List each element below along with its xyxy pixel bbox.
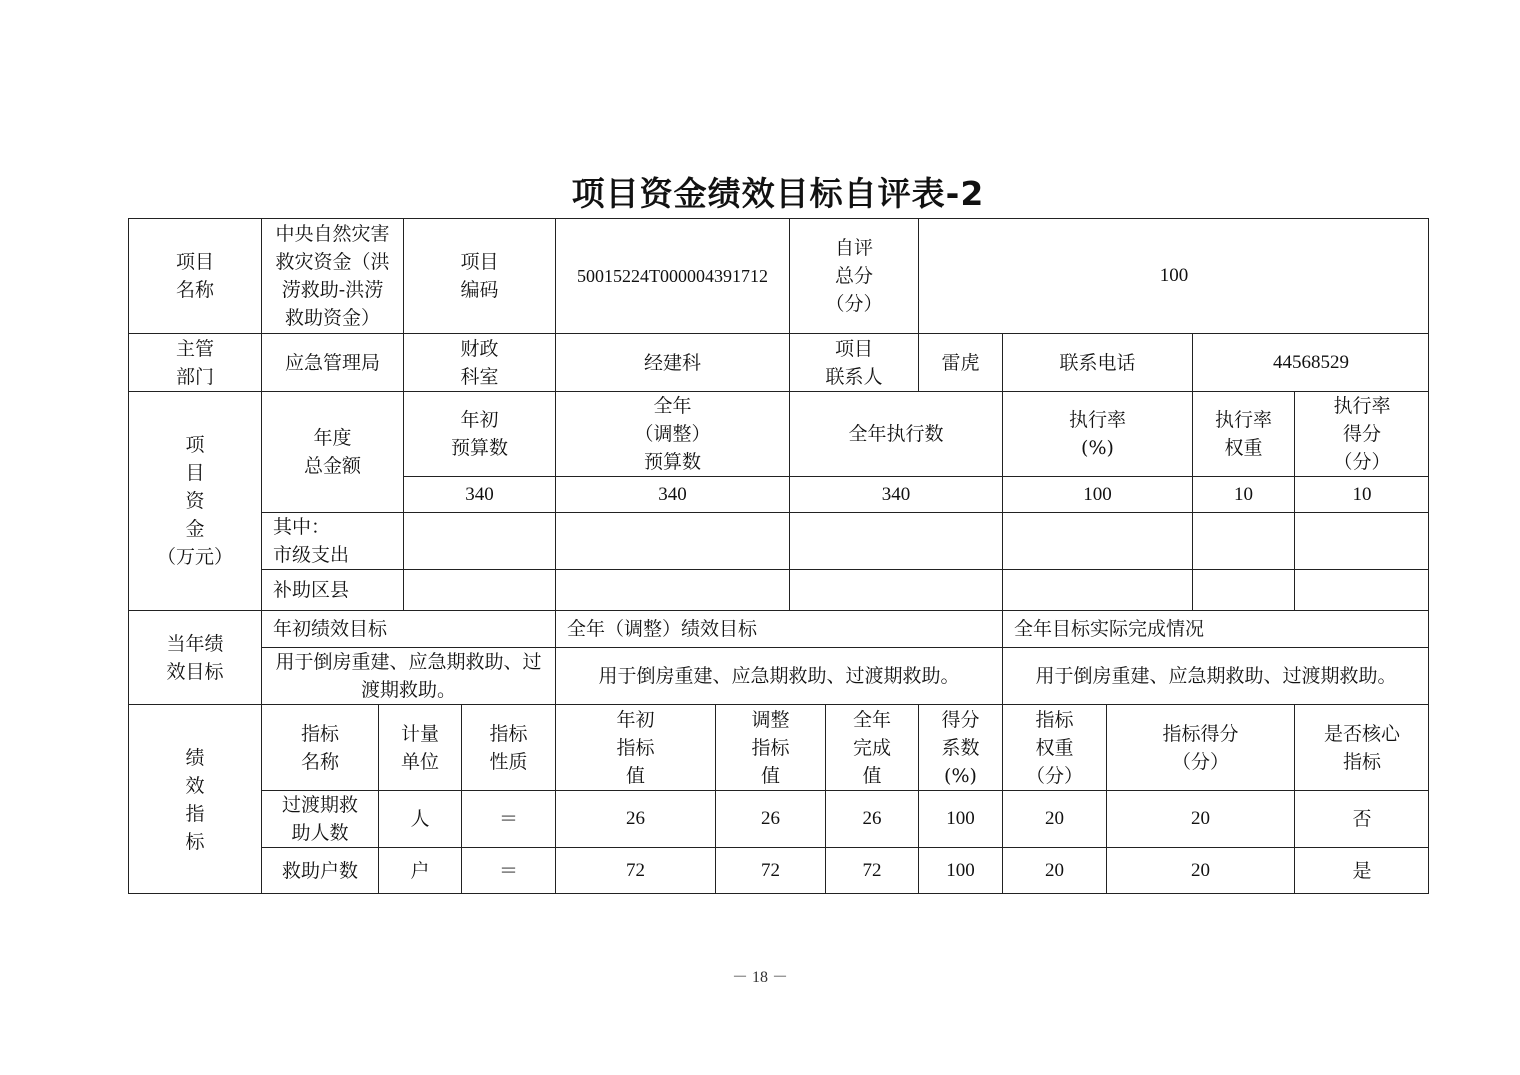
executed-header: 全年执行数 [789, 391, 1002, 476]
self-score-label: 自评 总分 （分） [789, 218, 918, 333]
city-expense-label: 其中： 市级支出 [261, 512, 403, 569]
goals-section-label: 当年绩 效目标 [128, 610, 261, 704]
annual-total-header: 年度 总金额 [261, 391, 403, 512]
indicator-weight-header: 指标 权重 （分） [1002, 704, 1106, 790]
city-rate-weight [1192, 512, 1294, 569]
project-name-label: 项目 名称 [128, 218, 261, 333]
table-row-2-name: 救助户数 [261, 847, 378, 894]
adjusted-goal-label: 全年（调整）绩效目标 [555, 610, 1002, 647]
finance-office-value: 经建科 [555, 333, 789, 391]
indicator-completed-header: 全年 完成 值 [825, 704, 918, 790]
table-row-2-unit: 户 [378, 847, 461, 894]
execution-rate-header: 执行率 (%) [1002, 391, 1192, 476]
initial-goal-label: 年初绩效目标 [261, 610, 555, 647]
adjusted-budget-value: 340 [555, 476, 789, 512]
project-code-value: 50015224T000004391712 [555, 218, 789, 333]
rate-score-value: 10 [1294, 476, 1429, 512]
table-row-2-initial: 72 [555, 847, 715, 894]
table-row-1-nature: ＝ [461, 790, 555, 847]
table-row-1-initial: 26 [555, 790, 715, 847]
department-value: 应急管理局 [261, 333, 403, 391]
table-row-1-completed: 26 [825, 790, 918, 847]
contact-value: 雷虎 [918, 333, 1002, 391]
city-initial-budget [403, 512, 555, 569]
indicator-initial-header: 年初 指标 值 [555, 704, 715, 790]
funds-section-label: 项 目 资 金 （万元） [128, 391, 261, 610]
city-rate-score [1294, 512, 1429, 569]
table-row-1-weight: 20 [1002, 790, 1106, 847]
district-adjusted-budget [555, 569, 789, 610]
initial-budget-value: 340 [403, 476, 555, 512]
table-row-1-adjusted: 26 [715, 790, 825, 847]
contact-label: 项目 联系人 [789, 333, 918, 391]
adjusted-budget-header: 全年 （调整） 预算数 [555, 391, 789, 476]
project-code-label: 项目 编码 [403, 218, 555, 333]
table-row-2-coefficient: 100 [918, 847, 1002, 894]
rate-weight-value: 10 [1192, 476, 1294, 512]
initial-goal-value: 用于倒房重建、应急期救助、过 渡期救助。 [261, 647, 555, 704]
table-row-2-score: 20 [1106, 847, 1294, 894]
indicator-nature-header: 指标 性质 [461, 704, 555, 790]
table-row-1-name: 过渡期救 助人数 [261, 790, 378, 847]
actual-goal-value: 用于倒房重建、应急期救助、过渡期救助。 [1002, 647, 1429, 704]
district-rate-weight [1192, 569, 1294, 610]
project-name-value: 中央自然灾害 救灾资金（洪 涝救助-洪涝 救助资金） [261, 218, 403, 333]
table-row-2-nature: ＝ [461, 847, 555, 894]
city-executed [789, 512, 1002, 569]
district-rate-score [1294, 569, 1429, 610]
executed-value: 340 [789, 476, 1002, 512]
table-row-2-core: 是 [1294, 847, 1429, 894]
table-row-2-weight: 20 [1002, 847, 1106, 894]
city-adjusted-budget [555, 512, 789, 569]
adjusted-goal-value: 用于倒房重建、应急期救助、过渡期救助。 [555, 647, 1002, 704]
district-initial-budget [403, 569, 555, 610]
district-rate [1002, 569, 1192, 610]
rate-score-header: 执行率 得分 （分） [1294, 391, 1429, 476]
table-row-1-coefficient: 100 [918, 790, 1002, 847]
evaluation-table [128, 218, 1429, 894]
phone-label: 联系电话 [1002, 333, 1192, 391]
district-subsidy-label: 补助区县 [261, 569, 403, 610]
indicator-core-header: 是否核心 指标 [1294, 704, 1429, 790]
indicator-coefficient-header: 得分 系数 (%) [918, 704, 1002, 790]
initial-budget-header: 年初 预算数 [403, 391, 555, 476]
phone-value: 44568529 [1192, 333, 1429, 391]
indicators-section-label: 绩 效 指 标 [128, 704, 261, 894]
table-row-1-unit: 人 [378, 790, 461, 847]
department-label: 主管 部门 [128, 333, 261, 391]
table-row-1-core: 否 [1294, 790, 1429, 847]
district-executed [789, 569, 1002, 610]
table-row-1-score: 20 [1106, 790, 1294, 847]
finance-office-label: 财政 科室 [403, 333, 555, 391]
indicator-name-header: 指标 名称 [261, 704, 378, 790]
actual-goal-label: 全年目标实际完成情况 [1002, 610, 1429, 647]
execution-rate-value: 100 [1002, 476, 1192, 512]
indicator-unit-header: 计量 单位 [378, 704, 461, 790]
table-row-2-completed: 72 [825, 847, 918, 894]
table-row-2-adjusted: 72 [715, 847, 825, 894]
indicator-adjusted-header: 调整 指标 值 [715, 704, 825, 790]
page-number: － 18 － [731, 969, 788, 986]
rate-weight-header: 执行率 权重 [1192, 391, 1294, 476]
city-rate [1002, 512, 1192, 569]
self-score-value: 100 [918, 218, 1429, 333]
indicator-score-header: 指标得分 （分） [1106, 704, 1294, 790]
page-title: 项目资金绩效目标自评表-2 [571, 174, 985, 213]
